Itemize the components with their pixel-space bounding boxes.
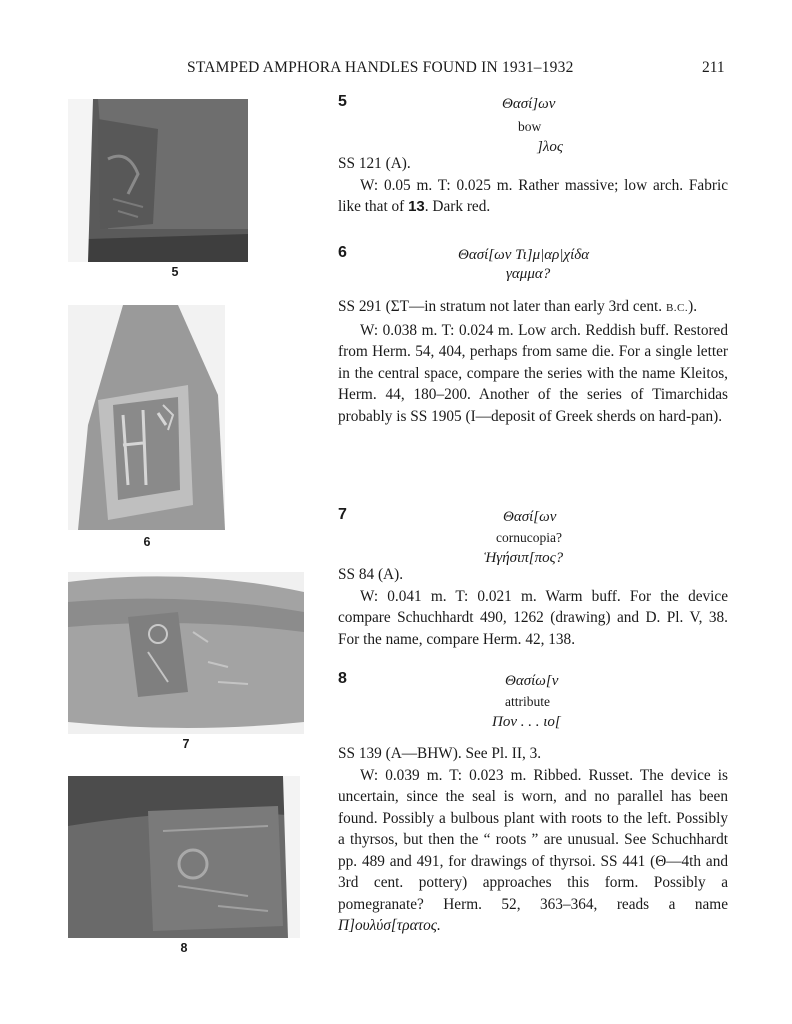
greek-name-poulystratos: Π]ουλύσ[τρατος. (338, 917, 441, 934)
plate-photo-8 (68, 776, 300, 938)
entry-5-body (338, 153, 728, 218)
handle-photo-6-image (68, 305, 225, 530)
entry-7-body (338, 564, 728, 650)
entry-8-description: W: 0.039 m. T: 0.023 m. Ribbed. Russet. The device is uncertain, since the seal is worn, and no parallel has been found. Possibly a bulbous plant with roots to the left. Possibly a thyrsos, but then the “ roots ” are unusual. See Schuchhardt pp. 489 and 491, for drawings of thyrsoi. SS 441 (Θ—4th and 3rd cent. pottery) approaches this form. Possibly a pomegranate? Herm. 52, 363–364, reads a name Π]ουλύσ[τρατος. (338, 766, 728, 934)
plate-caption-5: 5 (171, 265, 179, 279)
stamp-line-8-3: Πον . . . ιο[ (492, 714, 561, 730)
plate-caption-7: 7 (182, 737, 190, 751)
running-title: STAMPED AMPHORA HANDLES FOUND IN 1931–1932 (187, 59, 574, 76)
entry-number-8: 8 (338, 670, 347, 687)
stamp-line-7-3: Ἡγήσιπ[πος? (484, 550, 564, 566)
plate-caption-8: 8 (180, 941, 188, 955)
handle-photo-8-image (68, 776, 300, 938)
entry-6-body (338, 296, 728, 427)
entry-5-ref: SS 121 (A). (338, 155, 411, 172)
stamp-line-7-1: Θασί[ων (503, 509, 557, 525)
plate-photo-6 (68, 305, 225, 530)
entry-8-body (338, 743, 728, 937)
entry-8-ref: SS 139 (A—BHW). See Pl. II, 3. (338, 745, 542, 762)
entry-5-description: W: 0.05 m. T: 0.025 m. Rather massive; low arch. Fabric like that of 13. Dark red. (338, 176, 728, 215)
page-number: 211 (702, 59, 725, 76)
entry-number-7: 7 (338, 506, 347, 523)
stamp-line-5-1: Θασί]ων (502, 96, 556, 112)
cross-ref-13: 13 (408, 198, 425, 215)
handle-photo-5-image (68, 99, 248, 262)
stamp-line-8-2: attribute (505, 694, 550, 709)
stamp-line-6-1: Θασί[ων Τι]μ|αρ|χίδα (458, 247, 590, 263)
handle-photo-7-image (68, 572, 304, 734)
stamp-line-5-3: ]λος (537, 139, 563, 155)
entry-number-6: 6 (338, 244, 347, 261)
running-head (0, 59, 792, 81)
stamp-line-5-2: bow (518, 119, 542, 134)
plate-photo-5 (68, 99, 248, 262)
entry-7-ref: SS 84 (A). (338, 566, 404, 583)
stamp-line-8-1: Θασίω[ν (505, 673, 559, 689)
entry-6-ref: SS 291 (ΣT—in stratum not later than early 3rd cent. B.C.). (338, 298, 698, 315)
plate-photo-7 (68, 572, 304, 734)
stamp-line-7-2: cornucopia? (496, 530, 562, 545)
plate-caption-6: 6 (143, 535, 151, 549)
entry-6-description: W: 0.038 m. T: 0.024 m. Low arch. Reddish buff. Restored from Herm. 54, 404, perhaps from same die. For a single letter in the central space, compare the series with the name Kleitos, Herm. 44, 180–200. Another of the series of Timarchidas probably is SS 1905 (I—deposit of Greek sherds on hard-pan). (338, 321, 728, 425)
entry-number-5: 5 (338, 93, 347, 110)
stamp-line-6-2: γαμμα? (506, 266, 551, 282)
entry-7-description: W: 0.041 m. T: 0.021 m. Warm buff. For the device compare Schuchhardt 490, 1262 (drawing) and D. Pl. V, 38. For the name, compare Herm. 42, 138. (338, 587, 728, 648)
